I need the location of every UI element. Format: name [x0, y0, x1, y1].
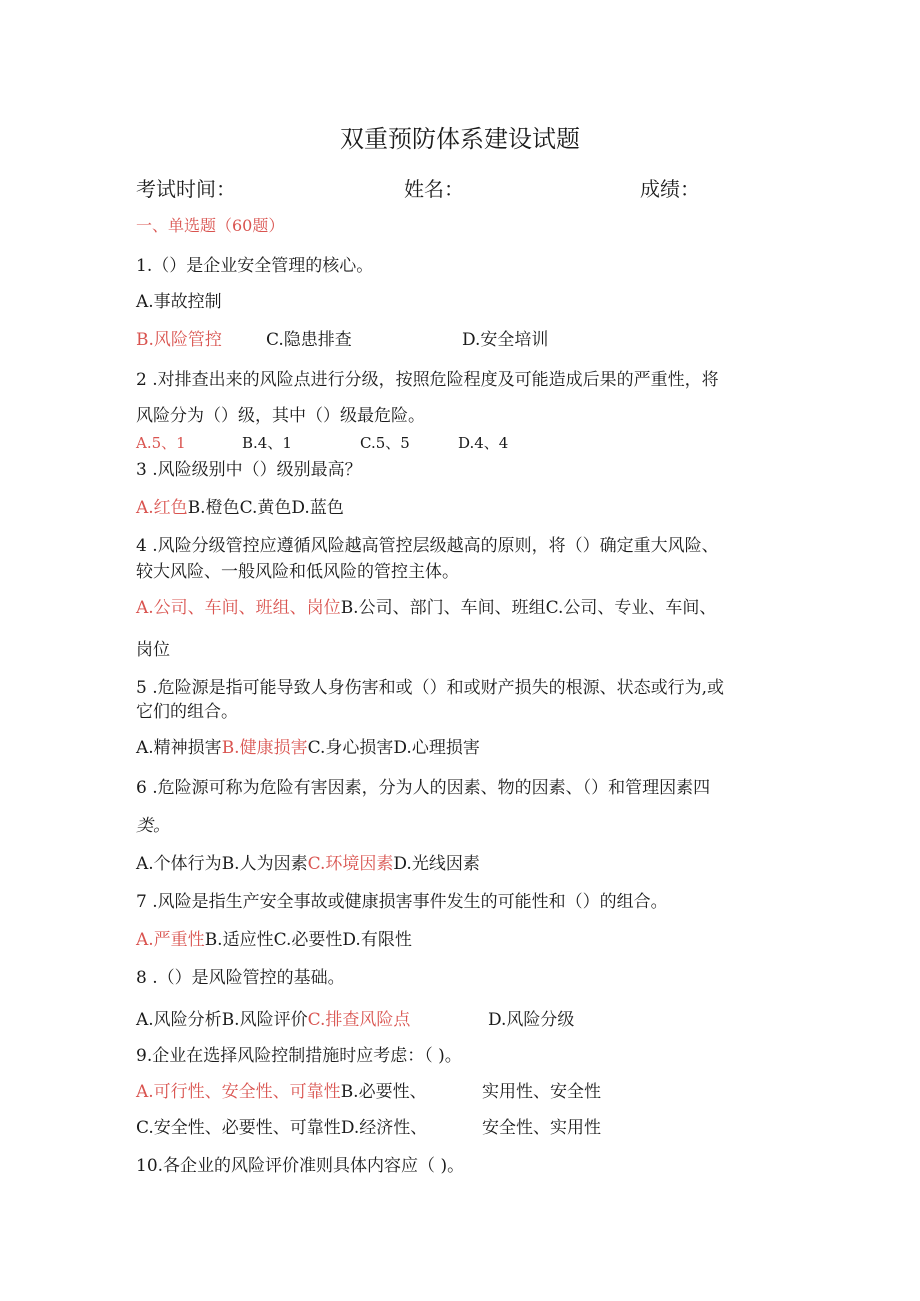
- q5-option-c: C.身心损害: [307, 738, 394, 758]
- q7-stem: 7 .风险是指生产安全事故或健康损害事件发生的可能性和（）的组合。: [136, 892, 668, 912]
- q2-stem-line1: 2 .对排查出来的风险点进行分级，按照危险程度及可能造成后果的严重性，将: [136, 370, 719, 390]
- q5-option-b-answer: B.健康损害: [221, 738, 308, 758]
- q9-options-row2: [136, 1118, 427, 1138]
- q4-options: [136, 598, 716, 618]
- q6-option-c-answer: C.环境因素: [307, 854, 394, 874]
- q4-option-a-answer: A.公司、车间、班组、岗位: [136, 598, 341, 618]
- q1-option-a: A.事故控制: [136, 292, 222, 312]
- q6-options: [136, 854, 480, 874]
- q7-option-b: B.适应性: [204, 930, 274, 950]
- q9-options-row1: [136, 1082, 427, 1102]
- score-label: 成绩：: [640, 177, 700, 201]
- q5-options: [136, 738, 480, 758]
- q7-option-c: C.必要性: [273, 930, 343, 950]
- q3-option-d: D.蓝色: [291, 498, 344, 518]
- q8-option-c-answer: C.排查风险点: [307, 1010, 411, 1030]
- q9-stem: 9.企业在选择风险控制措施时应考虑：（ )。: [136, 1046, 462, 1066]
- name-label: 姓名：: [404, 177, 464, 201]
- q2-option-d: D.4、4: [458, 434, 509, 452]
- q6-option-d: D.光线因素: [393, 854, 480, 874]
- q9-option-b: B.必要性、: [340, 1082, 427, 1102]
- q9-option-b-continued: 实用性、安全性: [482, 1082, 601, 1102]
- q6-stem-line2: 类。: [136, 816, 170, 836]
- q4-option-b: B.公司、部门、车间、班组: [340, 598, 546, 618]
- q6-option-a: A.个体行为: [136, 854, 222, 874]
- q7-options: [136, 930, 412, 950]
- q5-option-d: D.心理损害: [393, 738, 480, 758]
- q3-options: [136, 498, 344, 518]
- q1-option-b-answer: B.风险管控: [136, 330, 222, 350]
- q8-option-d: D.风险分级: [488, 1010, 575, 1030]
- q1-option-d: D.安全培训: [462, 330, 549, 350]
- q3-option-a-answer: A.红色: [136, 498, 188, 518]
- q3-stem: 3 .风险级别中（）级别最高？: [136, 460, 362, 480]
- q6-stem-line1: 6 .危险源可称为危险有害因素，分为人的因素、物的因素、（）和管理因素四: [136, 778, 711, 798]
- q9-option-d: D.经济性、: [340, 1118, 428, 1138]
- page-title: 双重预防体系建设试题: [340, 125, 580, 153]
- q8-stem: 8 .（）是风险管控的基础。: [136, 968, 345, 988]
- q10-stem: 10.各企业的风险评价准则具体内容应（ )。: [136, 1156, 465, 1176]
- q8-options: [136, 1010, 410, 1030]
- q2-stem-line2: 风险分为（）级，其中（）级最危险。: [136, 406, 425, 426]
- q5-stem-line1: 5 .危险源是指可能导致人身伤害和或（）和或财产损失的根源、状态或行为,或: [136, 678, 725, 698]
- q8-option-a: A.风险分析: [136, 1010, 222, 1030]
- q2-option-b: B.4、1: [242, 434, 292, 452]
- q9-option-d-continued: 安全性、实用性: [482, 1118, 601, 1138]
- q1-option-c: C.隐患排查: [266, 330, 352, 350]
- q5-stem-line2: 它们的组合。: [136, 702, 238, 722]
- q5-option-a: A.精神损害: [136, 738, 222, 758]
- q4-stem-line2: 较大风险、一般风险和低风险的管控主体。: [136, 562, 459, 582]
- q2-option-a-answer: A.5、1: [136, 434, 186, 452]
- q1-stem: 1.（）是企业安全管理的核心。: [136, 256, 374, 276]
- q7-option-d: D.有限性: [342, 930, 412, 950]
- q4-option-c-continued: 岗位: [136, 640, 170, 660]
- q6-option-b: B.人为因素: [221, 854, 308, 874]
- q3-option-c: C.黄色: [239, 498, 292, 518]
- q3-option-b: B.橙色: [187, 498, 240, 518]
- q9-option-c: C.安全性、必要性、可靠性: [136, 1118, 341, 1138]
- q9-option-a-answer: A.可行性、安全性、可靠性: [136, 1082, 341, 1102]
- q8-option-b: B.风险评价: [221, 1010, 308, 1030]
- q2-option-c: C.5、5: [360, 434, 410, 452]
- q7-option-a-answer: A.严重性: [136, 930, 205, 950]
- q4-stem-line1: 4 .风险分级管控应遵循风险越高管控层级越高的原则，将（）确定重大风险、: [136, 536, 719, 556]
- section-heading: 一、单选题（60题）: [136, 216, 285, 235]
- exam-time-label: 考试时间：: [136, 177, 236, 201]
- q4-option-c: C.公司、专业、车间、: [545, 598, 717, 618]
